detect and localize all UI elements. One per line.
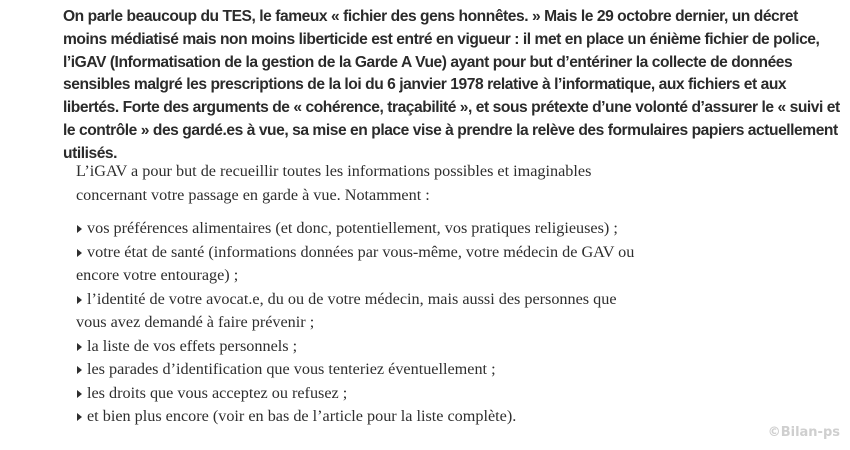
list-item [76,335,646,359]
data-list [76,217,646,429]
list-item-text: la liste de vos effets personnels ; [87,336,298,355]
watermark: ©Bilan-ps [767,425,840,440]
triangle-bullet-icon [77,343,82,351]
quote-intro: L’iGAV a pour but de recueillir toutes les informations possibles et imaginables concernant votre passage en garde à vue. Notamment : [76,162,592,204]
list-item-text: les parades d’identification que vous tenteriez éventuellement ; [87,360,496,378]
list-item [76,288,646,335]
blockquote [76,160,646,429]
list-item-text: vos préférences alimentaires (et donc, potentiellement, vos pratiques religieuses) ; [87,219,618,237]
triangle-bullet-icon [77,366,82,374]
list-item-text: et bien plus encore (voir en bas de l’article pour la liste complète). [87,407,517,425]
lead-paragraph: On parle beaucoup du TES, le fameux « fichier des gens honnêtes. » Mais le 29 octobre dernier, un décret moins médiatisé mais non moins liberticide est entré en vigueur : il met en place un énième fichier de police, l’iGAV (Informatisation de la gestion de la Garde A Vue) ayant pour but d’entériner la collecte de données sensibles malgré les prescriptions de la loi du 6 janvier 1978 relative à l’informatique, aux fichiers et aux libertés. Forte des arguments de « cohérence, traçabilité », et sous prétexte d’une volonté d’assurer le « suivi et le contrôle » des gardé.es à vue, sa mise en place vise à prendre la relève des formulaires papiers actuellement utilisés. [63,8,840,162]
list-item [76,241,646,288]
list-item [76,358,646,382]
list-item-text: l’identité de votre avocat.e, du ou de votre médecin, mais aussi des personnes que vous avez demandé à faire prévenir ; [76,289,617,331]
list-item-text: les droits que vous acceptez ou refusez ; [87,383,348,402]
triangle-bullet-icon [77,225,82,233]
triangle-bullet-icon [77,296,82,304]
list-item [76,217,646,241]
list-item [76,405,646,429]
list-item [76,382,646,406]
triangle-bullet-icon [77,413,82,421]
triangle-bullet-icon [77,390,82,398]
triangle-bullet-icon [77,249,82,257]
list-item-text: votre état de santé (informations données par vous-même, votre médecin de GAV ou encore votre entourage) ; [76,242,635,284]
